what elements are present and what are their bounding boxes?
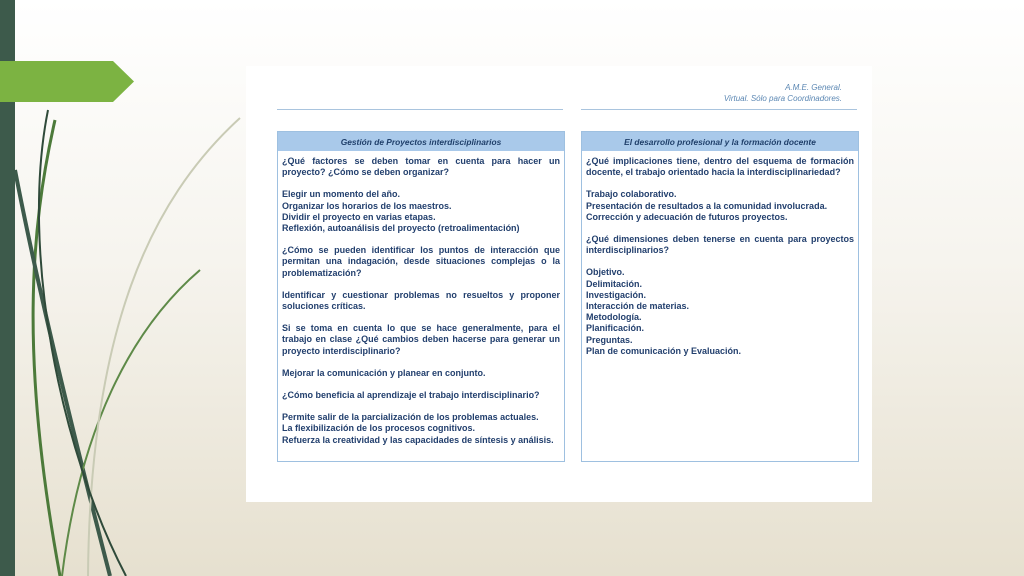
answer-list [282, 412, 560, 446]
text-line: Reflexión, autoanálisis del proyecto (retroalimentación) [282, 223, 520, 234]
panel-professional-development [581, 131, 859, 462]
text-line: Objetivo. [586, 267, 625, 278]
organization-label [724, 82, 842, 104]
text-line: Elegir un momento del año. [282, 189, 401, 200]
text-line: Preguntas. [586, 334, 633, 345]
text-line: La flexibilización de los procesos cognitivos. [282, 423, 476, 434]
answer-list [586, 189, 854, 223]
answer-list [282, 189, 560, 234]
text-line: Identificar y cuestionar problemas no resueltos y proponer soluciones críticas. [282, 289, 560, 312]
text-line: Organizar los horarios de los maestros. [282, 200, 452, 211]
question-block [282, 156, 560, 178]
question-block [282, 245, 560, 279]
answer-list [282, 368, 560, 379]
text-line: Refuerza la creatividad y las capacidades de síntesis y análisis. [282, 434, 554, 445]
text-line: Interacción de materias. [586, 301, 690, 312]
text-line: ¿Qué implicaciones tiene, dentro del esquema de formación docente, el trabajo orientado hacia la interdisciplinariedad? [586, 156, 854, 178]
panel-title: Gestión de Proyectos interdisciplinarios [278, 132, 564, 151]
right-divider-line [581, 109, 857, 110]
text-line: Delimitación. [586, 278, 643, 289]
panel-title: El desarrollo profesional y la formación docente [582, 132, 858, 151]
question-block [586, 156, 854, 178]
text-line: Si se toma en cuenta lo que se hace generalmente, para el trabajo en clase ¿Qué cambios deben hacerse para generar un proyecto interdisciplinario? [282, 323, 560, 356]
left-divider-line [277, 109, 563, 110]
text-line: ¿Qué factores se deben tomar en cuenta para hacer un proyecto? ¿Cómo se deben organizar? [282, 156, 560, 178]
document-page [246, 66, 872, 502]
text-line: Metodología. [586, 312, 642, 323]
text-line: Plan de comunicación y Evaluación. [586, 345, 742, 356]
question-block [586, 234, 854, 256]
answer-list [282, 390, 560, 401]
panel-body [582, 151, 858, 357]
text-line: Mejorar la comunicación y planear en conjunto. [282, 367, 486, 378]
answer-list [586, 267, 854, 357]
panel-body [278, 151, 564, 446]
text-line: Corrección y adecuación de futuros proyectos. [586, 211, 788, 222]
question-block [282, 290, 560, 312]
text-line: Planificación. [586, 323, 645, 334]
text-line: Permite salir de la parcialización de los problemas actuales. [282, 412, 539, 423]
text-line: ¿Cómo se pueden identificar los puntos de interacción que permitan una indagación, desde situaciones complejas o la problematización? [282, 245, 560, 278]
org-line-1: A.M.E. General. [785, 83, 842, 92]
question-block [282, 323, 560, 357]
decorative-grass-stems [0, 0, 250, 576]
text-line: Dividir el proyecto en varias etapas. [282, 211, 436, 222]
org-line-2: Virtual. Sólo para Coordinadores. [723, 94, 842, 103]
text-line: ¿Cómo beneficia al aprendizaje el trabajo interdisciplinario? [282, 390, 540, 401]
panel-project-management [277, 131, 565, 462]
text-line: ¿Qué dimensiones deben tenerse en cuenta para proyectos interdisciplinarios? [586, 234, 854, 256]
text-line: Presentación de resultados a la comunidad involucrada. [586, 200, 828, 211]
text-line: Investigación. [586, 289, 647, 300]
text-line: Trabajo colaborativo. [586, 189, 677, 200]
